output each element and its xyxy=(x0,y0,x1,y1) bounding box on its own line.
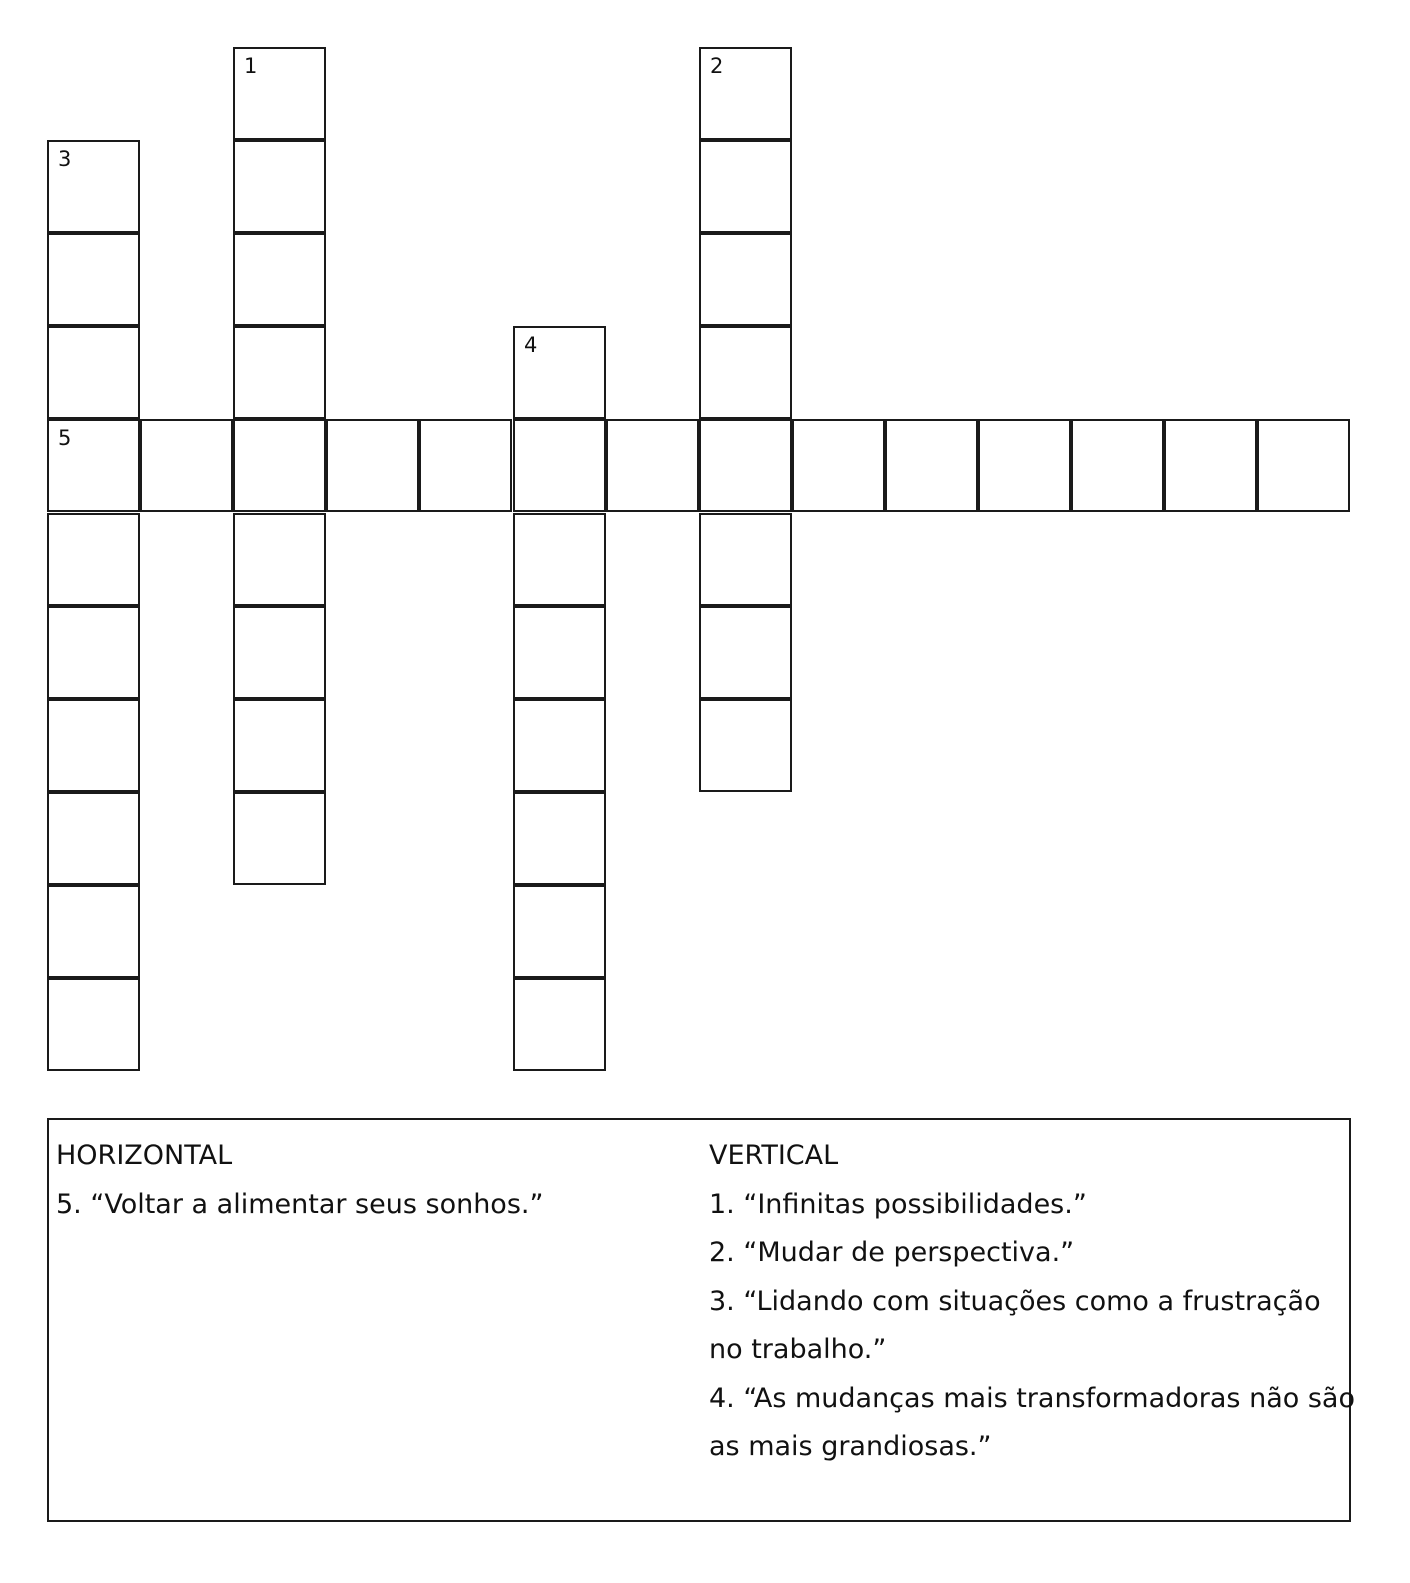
grid-cell[interactable] xyxy=(47,419,140,512)
grid-cell[interactable] xyxy=(233,326,326,419)
grid-cell[interactable] xyxy=(233,233,326,326)
grid-cell[interactable] xyxy=(606,419,699,512)
clue-4-down-continued: as mais grandiosas.” xyxy=(709,1431,992,1462)
clue-3-down: 3. “Lidando com situações como a frustração xyxy=(709,1285,1321,1317)
grid-cell[interactable] xyxy=(513,792,606,885)
grid-cell[interactable] xyxy=(47,792,140,885)
horizontal-heading: HORIZONTAL xyxy=(56,1140,233,1171)
clue-number-label: 5 xyxy=(58,426,72,450)
grid-cell[interactable] xyxy=(513,326,606,419)
grid-cell[interactable] xyxy=(1257,419,1350,512)
clue-2-down: 2. “Mudar de perspectiva.” xyxy=(709,1237,1075,1268)
grid-cell[interactable] xyxy=(47,885,140,978)
grid-cell[interactable] xyxy=(978,419,1071,512)
grid-cell[interactable] xyxy=(699,140,792,233)
grid-cell[interactable] xyxy=(47,326,140,419)
grid-cell[interactable] xyxy=(47,978,140,1071)
grid-cell[interactable] xyxy=(47,606,140,699)
grid-cell[interactable] xyxy=(419,419,512,512)
grid-cell[interactable] xyxy=(233,792,326,885)
grid-cell[interactable] xyxy=(699,699,792,792)
grid-cell[interactable] xyxy=(513,885,606,978)
grid-cell[interactable] xyxy=(233,419,326,512)
grid-cell[interactable] xyxy=(47,699,140,792)
grid-cell[interactable] xyxy=(885,419,978,512)
grid-cell[interactable] xyxy=(1164,419,1257,512)
grid-cell[interactable] xyxy=(47,513,140,606)
grid-cell[interactable] xyxy=(140,419,233,512)
clue-1-down: 1. “Infinitas possibilidades.” xyxy=(709,1188,1087,1220)
grid-cell[interactable] xyxy=(699,47,792,140)
grid-cell[interactable] xyxy=(699,326,792,419)
clue-number-label: 1 xyxy=(244,54,258,78)
grid-cell[interactable] xyxy=(792,419,885,512)
clues-panel xyxy=(47,1118,1355,1522)
grid-cell[interactable] xyxy=(233,513,326,606)
grid-cell[interactable] xyxy=(513,513,606,606)
grid-cell[interactable] xyxy=(513,699,606,792)
grid-cell[interactable] xyxy=(513,606,606,699)
clue-4-down: 4. “As mudanças mais transformadoras não são xyxy=(709,1382,1355,1414)
grid-cell[interactable] xyxy=(47,140,140,233)
grid-cell[interactable] xyxy=(233,47,326,140)
grid-cell[interactable] xyxy=(1071,419,1164,512)
clue-5-across: 5. “Voltar a alimentar seus sonhos.” xyxy=(56,1188,544,1220)
grid-cell[interactable] xyxy=(699,606,792,699)
horizontal-clues xyxy=(56,1132,686,1229)
clue-3-down-continued: no trabalho.” xyxy=(709,1334,887,1365)
grid-cell[interactable] xyxy=(47,233,140,326)
grid-cell[interactable] xyxy=(326,419,419,512)
vertical-clues xyxy=(709,1132,1355,1472)
grid-cell[interactable] xyxy=(699,419,792,512)
grid-cell[interactable] xyxy=(513,419,606,512)
clue-number-label: 3 xyxy=(58,147,72,171)
clue-number-label: 2 xyxy=(710,54,724,78)
vertical-heading: VERTICAL xyxy=(709,1140,839,1171)
grid-cell[interactable] xyxy=(699,233,792,326)
grid-cell[interactable] xyxy=(699,513,792,606)
grid-cell[interactable] xyxy=(233,699,326,792)
grid-cell[interactable] xyxy=(513,978,606,1071)
grid-cell[interactable] xyxy=(233,606,326,699)
clue-number-label: 4 xyxy=(524,333,538,357)
grid-cell[interactable] xyxy=(233,140,326,233)
